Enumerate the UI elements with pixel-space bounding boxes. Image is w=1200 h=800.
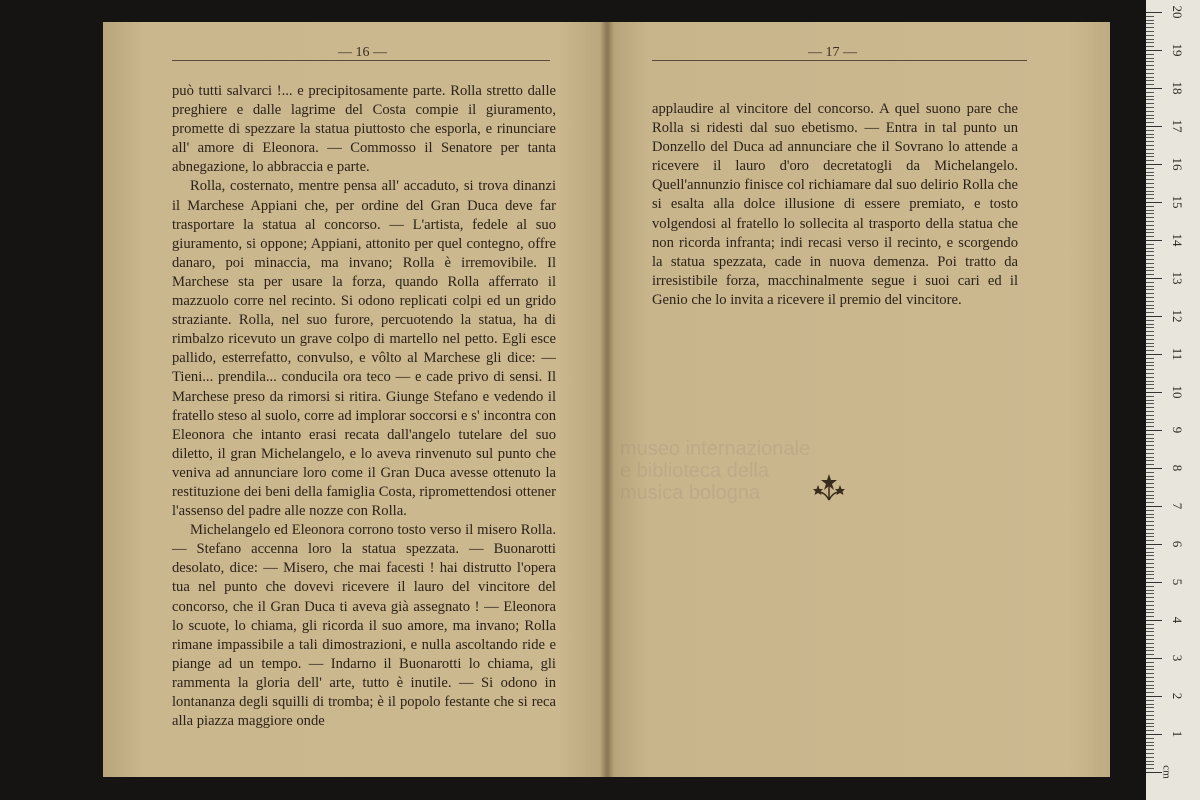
ruler-mm-tick	[1146, 434, 1154, 435]
ruler-mm-tick	[1146, 61, 1154, 62]
ruler-mm-tick	[1146, 384, 1154, 385]
ruler-label: 4	[1170, 616, 1185, 624]
floral-ornament-icon	[812, 470, 846, 504]
ruler-mm-tick	[1146, 263, 1154, 264]
ruler-mm-tick	[1146, 141, 1154, 142]
ruler-mm-tick	[1146, 381, 1154, 382]
ruler-mm-tick	[1146, 673, 1154, 674]
ruler-mm-tick	[1146, 422, 1154, 423]
ruler-mm-tick	[1146, 563, 1154, 564]
ruler-mm-tick	[1146, 567, 1154, 568]
ruler-label: 14	[1170, 233, 1185, 247]
ruler-mm-tick	[1146, 548, 1154, 549]
ruler-mm-tick	[1146, 711, 1154, 712]
ruler-mm-tick	[1146, 487, 1154, 488]
ruler-mm-tick	[1146, 742, 1154, 743]
ruler-mm-tick	[1146, 639, 1154, 640]
ruler-mm-tick	[1146, 134, 1154, 135]
ruler-label: 20	[1170, 5, 1185, 19]
ruler-mm-tick	[1146, 118, 1154, 119]
ruler-mm-tick	[1146, 39, 1154, 40]
ruler-mm-tick	[1146, 525, 1154, 526]
ruler-mm-tick	[1146, 574, 1154, 575]
ruler-mm-tick	[1146, 168, 1154, 169]
ruler-mm-tick	[1146, 495, 1154, 496]
ruler-mm-tick	[1146, 411, 1154, 412]
left-paragraph-2: Rolla, costernato, mentre pensa all' accaduto, si trova dinanzi il Marchese Appiani che, per ordine del Gran Duca deve far trasportare la statua al concorso. — L'artista, fedele al suo giuramento, si oppone; Appiani, attonito per quel contegno, offre danaro, poi minaccia, ma invano; Rolla è irremovibile. Il Marchese sta per usare la forza, quando Rolla afferrato il mazzuolo corre nel recinto. Si odono replicati colpi ed un grido straziante. Rolla, nel suo furore, percuotendo la statua, ha di rimbalzo ricevuto un grave colpo di martello nel petto. Egli esce pallido, esterrefatto, convulso, e vôlto al Marchese gli dice: — Tieni... prendila... conducila ora teco — e cade privo di sensi. Il Marchese preso da rimorsi si ritira. Giunge Stefano e vedendo il fratello steso al suolo, corre ad implorar soccorsi e s' incontra con Eleonora che intanto erasi recata dall'angelo tutelare del suo diletto, il gran Michelangelo, e lo aveva rinvenuto sul punto che veniva ad annunciare loro come il Gran Duca avesse ottenuto la restituzione dei beni della famiglia Costa, ripromettendosi ottener l'assenso del padre alle nozze con Rolla.	[172, 178, 556, 520]
ruler-cm-tick	[1146, 316, 1162, 317]
ruler-mm-tick	[1146, 730, 1154, 731]
ruler-mm-tick	[1146, 445, 1154, 446]
left-header-rule	[172, 60, 550, 61]
ruler-label: 3	[1170, 654, 1185, 662]
ruler-label: 19	[1170, 43, 1185, 57]
ruler-mm-tick	[1146, 628, 1154, 629]
ruler-cm-tick	[1146, 468, 1162, 469]
ruler-mm-tick	[1146, 327, 1154, 328]
ruler-mm-tick	[1146, 206, 1154, 207]
ruler-mm-tick	[1146, 479, 1154, 480]
ruler-mm-tick	[1146, 749, 1154, 750]
ruler-mm-tick	[1146, 65, 1154, 66]
ruler-mm-tick	[1146, 723, 1154, 724]
ruler-mm-tick	[1146, 35, 1154, 36]
ruler-cm-tick	[1146, 164, 1162, 165]
ruler-mm-tick	[1146, 669, 1154, 670]
ruler-mm-tick	[1146, 312, 1154, 313]
ruler-mm-tick	[1146, 700, 1154, 701]
ruler-mm-tick	[1146, 396, 1154, 397]
ruler-mm-tick	[1146, 289, 1154, 290]
left-page-text	[172, 82, 556, 731]
ruler-mm-tick	[1146, 293, 1154, 294]
ruler-mm-tick	[1146, 685, 1154, 686]
ruler-mm-tick	[1146, 210, 1154, 211]
ruler-label: 18	[1170, 81, 1185, 95]
ruler-mm-tick	[1146, 54, 1154, 55]
ruler-mm-tick	[1146, 388, 1154, 389]
ruler-mm-tick	[1146, 274, 1154, 275]
ruler-label: 8	[1170, 464, 1185, 472]
ruler-mm-tick	[1146, 426, 1154, 427]
ruler-mm-tick	[1146, 624, 1154, 625]
ruler-mm-tick	[1146, 232, 1154, 233]
ruler-mm-tick	[1146, 122, 1154, 123]
right-page-text	[652, 100, 1018, 310]
ruler-label: 5	[1170, 578, 1185, 586]
ruler-mm-tick	[1146, 183, 1154, 184]
ruler-mm-tick	[1146, 605, 1154, 606]
ruler-cm-tick	[1146, 734, 1162, 735]
ruler-mm-tick	[1146, 662, 1154, 663]
ruler-mm-tick	[1146, 115, 1154, 116]
ruler-mm-tick	[1146, 688, 1154, 689]
ruler-mm-tick	[1146, 69, 1154, 70]
ruler-mm-tick	[1146, 179, 1154, 180]
ruler-mm-tick	[1146, 517, 1154, 518]
ruler-mm-tick	[1146, 476, 1154, 477]
ruler-mm-tick	[1146, 267, 1154, 268]
ruler-mm-tick	[1146, 719, 1154, 720]
ruler-label: 10	[1170, 385, 1185, 399]
ruler-mm-tick	[1146, 297, 1154, 298]
ruler-label: 2	[1170, 692, 1185, 700]
ruler-mm-tick	[1146, 172, 1154, 173]
ruler-mm-tick	[1146, 403, 1154, 404]
ruler-mm-tick	[1146, 521, 1154, 522]
ruler-mm-tick	[1146, 16, 1154, 17]
book-spine	[600, 22, 614, 777]
ruler-mm-tick	[1146, 282, 1154, 283]
ruler-label: 6	[1170, 540, 1185, 548]
ruler-label: 7	[1170, 502, 1185, 510]
ruler-mm-tick	[1146, 20, 1154, 21]
ruler-mm-tick	[1146, 601, 1154, 602]
ruler-cm-tick	[1146, 582, 1162, 583]
ruler-mm-tick	[1146, 194, 1154, 195]
ruler-mm-tick	[1146, 346, 1154, 347]
ruler-mm-tick	[1146, 415, 1154, 416]
ruler-cm-tick	[1146, 202, 1162, 203]
ruler-mm-tick	[1146, 738, 1154, 739]
ruler-mm-tick	[1146, 320, 1154, 321]
ruler-mm-tick	[1146, 609, 1154, 610]
ruler-mm-tick	[1146, 251, 1154, 252]
ruler-mm-tick	[1146, 536, 1154, 537]
ruler-mm-tick	[1146, 160, 1154, 161]
ruler-cm-tick	[1146, 50, 1162, 51]
ruler-mm-tick	[1146, 229, 1154, 230]
ruler-mm-tick	[1146, 103, 1154, 104]
ruler-mm-tick	[1146, 757, 1154, 758]
ruler-mm-tick	[1146, 483, 1154, 484]
ruler-mm-tick	[1146, 270, 1154, 271]
ruler-mm-tick	[1146, 23, 1154, 24]
ruler-mm-tick	[1146, 369, 1154, 370]
ruler-mm-tick	[1146, 145, 1154, 146]
ruler-mm-tick	[1146, 31, 1154, 32]
ruler-cm-tick	[1146, 392, 1162, 393]
ruler-cm-tick	[1146, 88, 1162, 89]
ruler-mm-tick	[1146, 373, 1154, 374]
ruler-mm-tick	[1146, 46, 1154, 47]
ruler-mm-tick	[1146, 597, 1154, 598]
ruler-mm-tick	[1146, 308, 1154, 309]
ruler-mm-tick	[1146, 726, 1154, 727]
ruler-mm-tick	[1146, 449, 1154, 450]
ruler-mm-tick	[1146, 438, 1154, 439]
ruler-mm-tick	[1146, 707, 1154, 708]
ruler-mm-tick	[1146, 514, 1154, 515]
ruler-mm-tick	[1146, 58, 1154, 59]
ruler-mm-tick	[1146, 259, 1154, 260]
ruler-mm-tick	[1146, 153, 1154, 154]
ruler-mm-tick	[1146, 248, 1154, 249]
ruler-mm-tick	[1146, 73, 1154, 74]
ruler-label: 15	[1170, 195, 1185, 209]
ruler-cm-tick	[1146, 506, 1162, 507]
ruler-mm-tick	[1146, 77, 1154, 78]
ruler-cm-tick	[1146, 772, 1162, 773]
ruler-mm-tick	[1146, 362, 1154, 363]
ruler-mm-tick	[1146, 715, 1154, 716]
ruler-label: 17	[1170, 119, 1185, 133]
library-watermark: museo internazionale e biblioteca della musica bologna	[620, 438, 811, 504]
ruler-label: 11	[1170, 347, 1185, 361]
right-paragraph-1: applaudire al vincitore del concorso. A quel suono pare che Rolla si ridesti dal suo ebetismo. — Entra in tal punto un Donzello del Duca ad annunciare che il Sovrano lo attende a ricevere il lauro d'oro decretatogli da Michelangelo. Quell'annunzio finisce col richiamare dal suo delirio Rolla che si esalta alla dolce illusione di essere premiato, e tosto volgendosi al fratello lo sollecita al trasporto della statua che non ricorda infranta; indi recasi verso il recinto, e scorgendo la statua spezzata, cade in nuova demenza. Poi tratto da irresistibile forza, macchinalmente segue i suoi cari ed il Genio che lo invita a ricevere il premio del vincitore.	[652, 101, 1018, 308]
ruler-mm-tick	[1146, 593, 1154, 594]
ruler-cm-tick	[1146, 354, 1162, 355]
ruler-mm-tick	[1146, 324, 1154, 325]
ruler-mm-tick	[1146, 286, 1154, 287]
ruler-mm-tick	[1146, 552, 1154, 553]
ruler-mm-tick	[1146, 191, 1154, 192]
ruler-mm-tick	[1146, 540, 1154, 541]
ruler-mm-tick	[1146, 137, 1154, 138]
ruler-mm-tick	[1146, 343, 1154, 344]
ruler-mm-tick	[1146, 84, 1154, 85]
ruler-mm-tick	[1146, 377, 1154, 378]
ruler-mm-tick	[1146, 221, 1154, 222]
ruler-mm-tick	[1146, 255, 1154, 256]
ruler-mm-tick	[1146, 612, 1154, 613]
ruler-mm-tick	[1146, 704, 1154, 705]
ruler-mm-tick	[1146, 187, 1154, 188]
ruler-mm-tick	[1146, 175, 1154, 176]
ruler-mm-tick	[1146, 99, 1154, 100]
ruler-cm-tick	[1146, 126, 1162, 127]
ruler-mm-tick	[1146, 27, 1154, 28]
ruler-mm-tick	[1146, 647, 1154, 648]
ruler-mm-tick	[1146, 692, 1154, 693]
ruler-mm-tick	[1146, 643, 1154, 644]
ruler-mm-tick	[1146, 156, 1154, 157]
ruler-mm-tick	[1146, 453, 1154, 454]
ruler-cm-tick	[1146, 696, 1162, 697]
ruler-mm-tick	[1146, 681, 1154, 682]
ruler-mm-tick	[1146, 339, 1154, 340]
ruler-mm-tick	[1146, 571, 1154, 572]
ruler-mm-tick	[1146, 578, 1154, 579]
ruler-mm-tick	[1146, 213, 1154, 214]
ruler-mm-tick	[1146, 400, 1154, 401]
ruler-mm-tick	[1146, 365, 1154, 366]
ruler-mm-tick	[1146, 529, 1154, 530]
ruler-mm-tick	[1146, 111, 1154, 112]
ruler-mm-tick	[1146, 666, 1154, 667]
ruler-unit-label: cm	[1160, 765, 1173, 779]
ruler-mm-tick	[1146, 305, 1154, 306]
measurement-ruler	[1146, 0, 1200, 800]
ruler-cm-tick	[1146, 278, 1162, 279]
ruler-mm-tick	[1146, 236, 1154, 237]
ruler-mm-tick	[1146, 654, 1154, 655]
ruler-mm-tick	[1146, 472, 1154, 473]
ruler-mm-tick	[1146, 635, 1154, 636]
ruler-mm-tick	[1146, 92, 1154, 93]
ruler-label: 12	[1170, 309, 1185, 323]
ruler-mm-tick	[1146, 107, 1154, 108]
ruler-mm-tick	[1146, 498, 1154, 499]
ruler-mm-tick	[1146, 80, 1154, 81]
ruler-mm-tick	[1146, 217, 1154, 218]
ruler-mm-tick	[1146, 407, 1154, 408]
ruler-mm-tick	[1146, 198, 1154, 199]
ruler-mm-tick	[1146, 631, 1154, 632]
ruler-mm-tick	[1146, 464, 1154, 465]
ruler-mm-tick	[1146, 358, 1154, 359]
ruler-mm-tick	[1146, 555, 1154, 556]
ruler-cm-tick	[1146, 12, 1162, 13]
ruler-mm-tick	[1146, 419, 1154, 420]
ruler-mm-tick	[1146, 130, 1154, 131]
ruler-mm-tick	[1146, 460, 1154, 461]
ruler-label: 1	[1170, 730, 1185, 738]
ruler-label: 9	[1170, 426, 1185, 434]
ruler-cm-tick	[1146, 620, 1162, 621]
ruler-cm-tick	[1146, 240, 1162, 241]
ruler-mm-tick	[1146, 441, 1154, 442]
ruler-mm-tick	[1146, 301, 1154, 302]
ruler-mm-tick	[1146, 650, 1154, 651]
ruler-mm-tick	[1146, 768, 1154, 769]
ruler-mm-tick	[1146, 590, 1154, 591]
right-header-rule	[652, 60, 1027, 61]
ruler-label: 13	[1170, 271, 1185, 285]
ruler-mm-tick	[1146, 761, 1154, 762]
ruler-label: 16	[1170, 157, 1185, 171]
ruler-mm-tick	[1146, 96, 1154, 97]
ruler-mm-tick	[1146, 350, 1154, 351]
ruler-mm-tick	[1146, 753, 1154, 754]
ruler-mm-tick	[1146, 42, 1154, 43]
ruler-mm-tick	[1146, 586, 1154, 587]
ruler-mm-tick	[1146, 244, 1154, 245]
left-paragraph-3: Michelangelo ed Eleonora corrono tosto verso il misero Rolla. — Stefano accenna loro la statua spezzata. — Buonarotti desolato, dice: — Misero, che mai facesti ! hai distrutto l'opera tua nel punto che dovevi ricevere il lauro del vincitore del concorso, che il Gran Duca ti aveva già assegnato ! — Eleonora lo scuote, lo chiama, gli ricorda il suo amore, ma invano; Rolla rimane impassibile a tali dimostrazioni, e nulla ascoltando ride e piange ad un tempo. — Indarno il Buonarotti lo chiama, gli rammenta la gloria dell' arte, tutto è inutile. — Si odono in lontananza degli squilli di tromba; è il popolo festante che si reca alla piazza maggiore onde	[172, 522, 556, 730]
ruler-mm-tick	[1146, 510, 1154, 511]
ruler-mm-tick	[1146, 225, 1154, 226]
ruler-mm-tick	[1146, 616, 1154, 617]
ruler-mm-tick	[1146, 149, 1154, 150]
ruler-mm-tick	[1146, 745, 1154, 746]
ruler-cm-tick	[1146, 544, 1162, 545]
ruler-mm-tick	[1146, 533, 1154, 534]
ruler-mm-tick	[1146, 502, 1154, 503]
ruler-mm-tick	[1146, 331, 1154, 332]
ruler-cm-tick	[1146, 658, 1162, 659]
ruler-mm-tick	[1146, 335, 1154, 336]
ruler-mm-tick	[1146, 559, 1154, 560]
ruler-mm-tick	[1146, 764, 1154, 765]
ruler-mm-tick	[1146, 677, 1154, 678]
left-page-number: — 16 —	[338, 45, 387, 60]
right-page-number: — 17 —	[808, 45, 857, 60]
left-paragraph-1: può tutti salvarci !... e precipitosamente parte. Rolla stretto dalle preghiere e dalle lagrime del Costa compie il giuramento, promette di spezzare la statua piuttosto che esporla, e rinunciare all' amore di Eleonora. — Commosso il Senatore per tanta abnegazione, lo abbraccia e parte.	[172, 83, 556, 176]
ruler-mm-tick	[1146, 457, 1154, 458]
ruler-mm-tick	[1146, 491, 1154, 492]
ruler-cm-tick	[1146, 430, 1162, 431]
